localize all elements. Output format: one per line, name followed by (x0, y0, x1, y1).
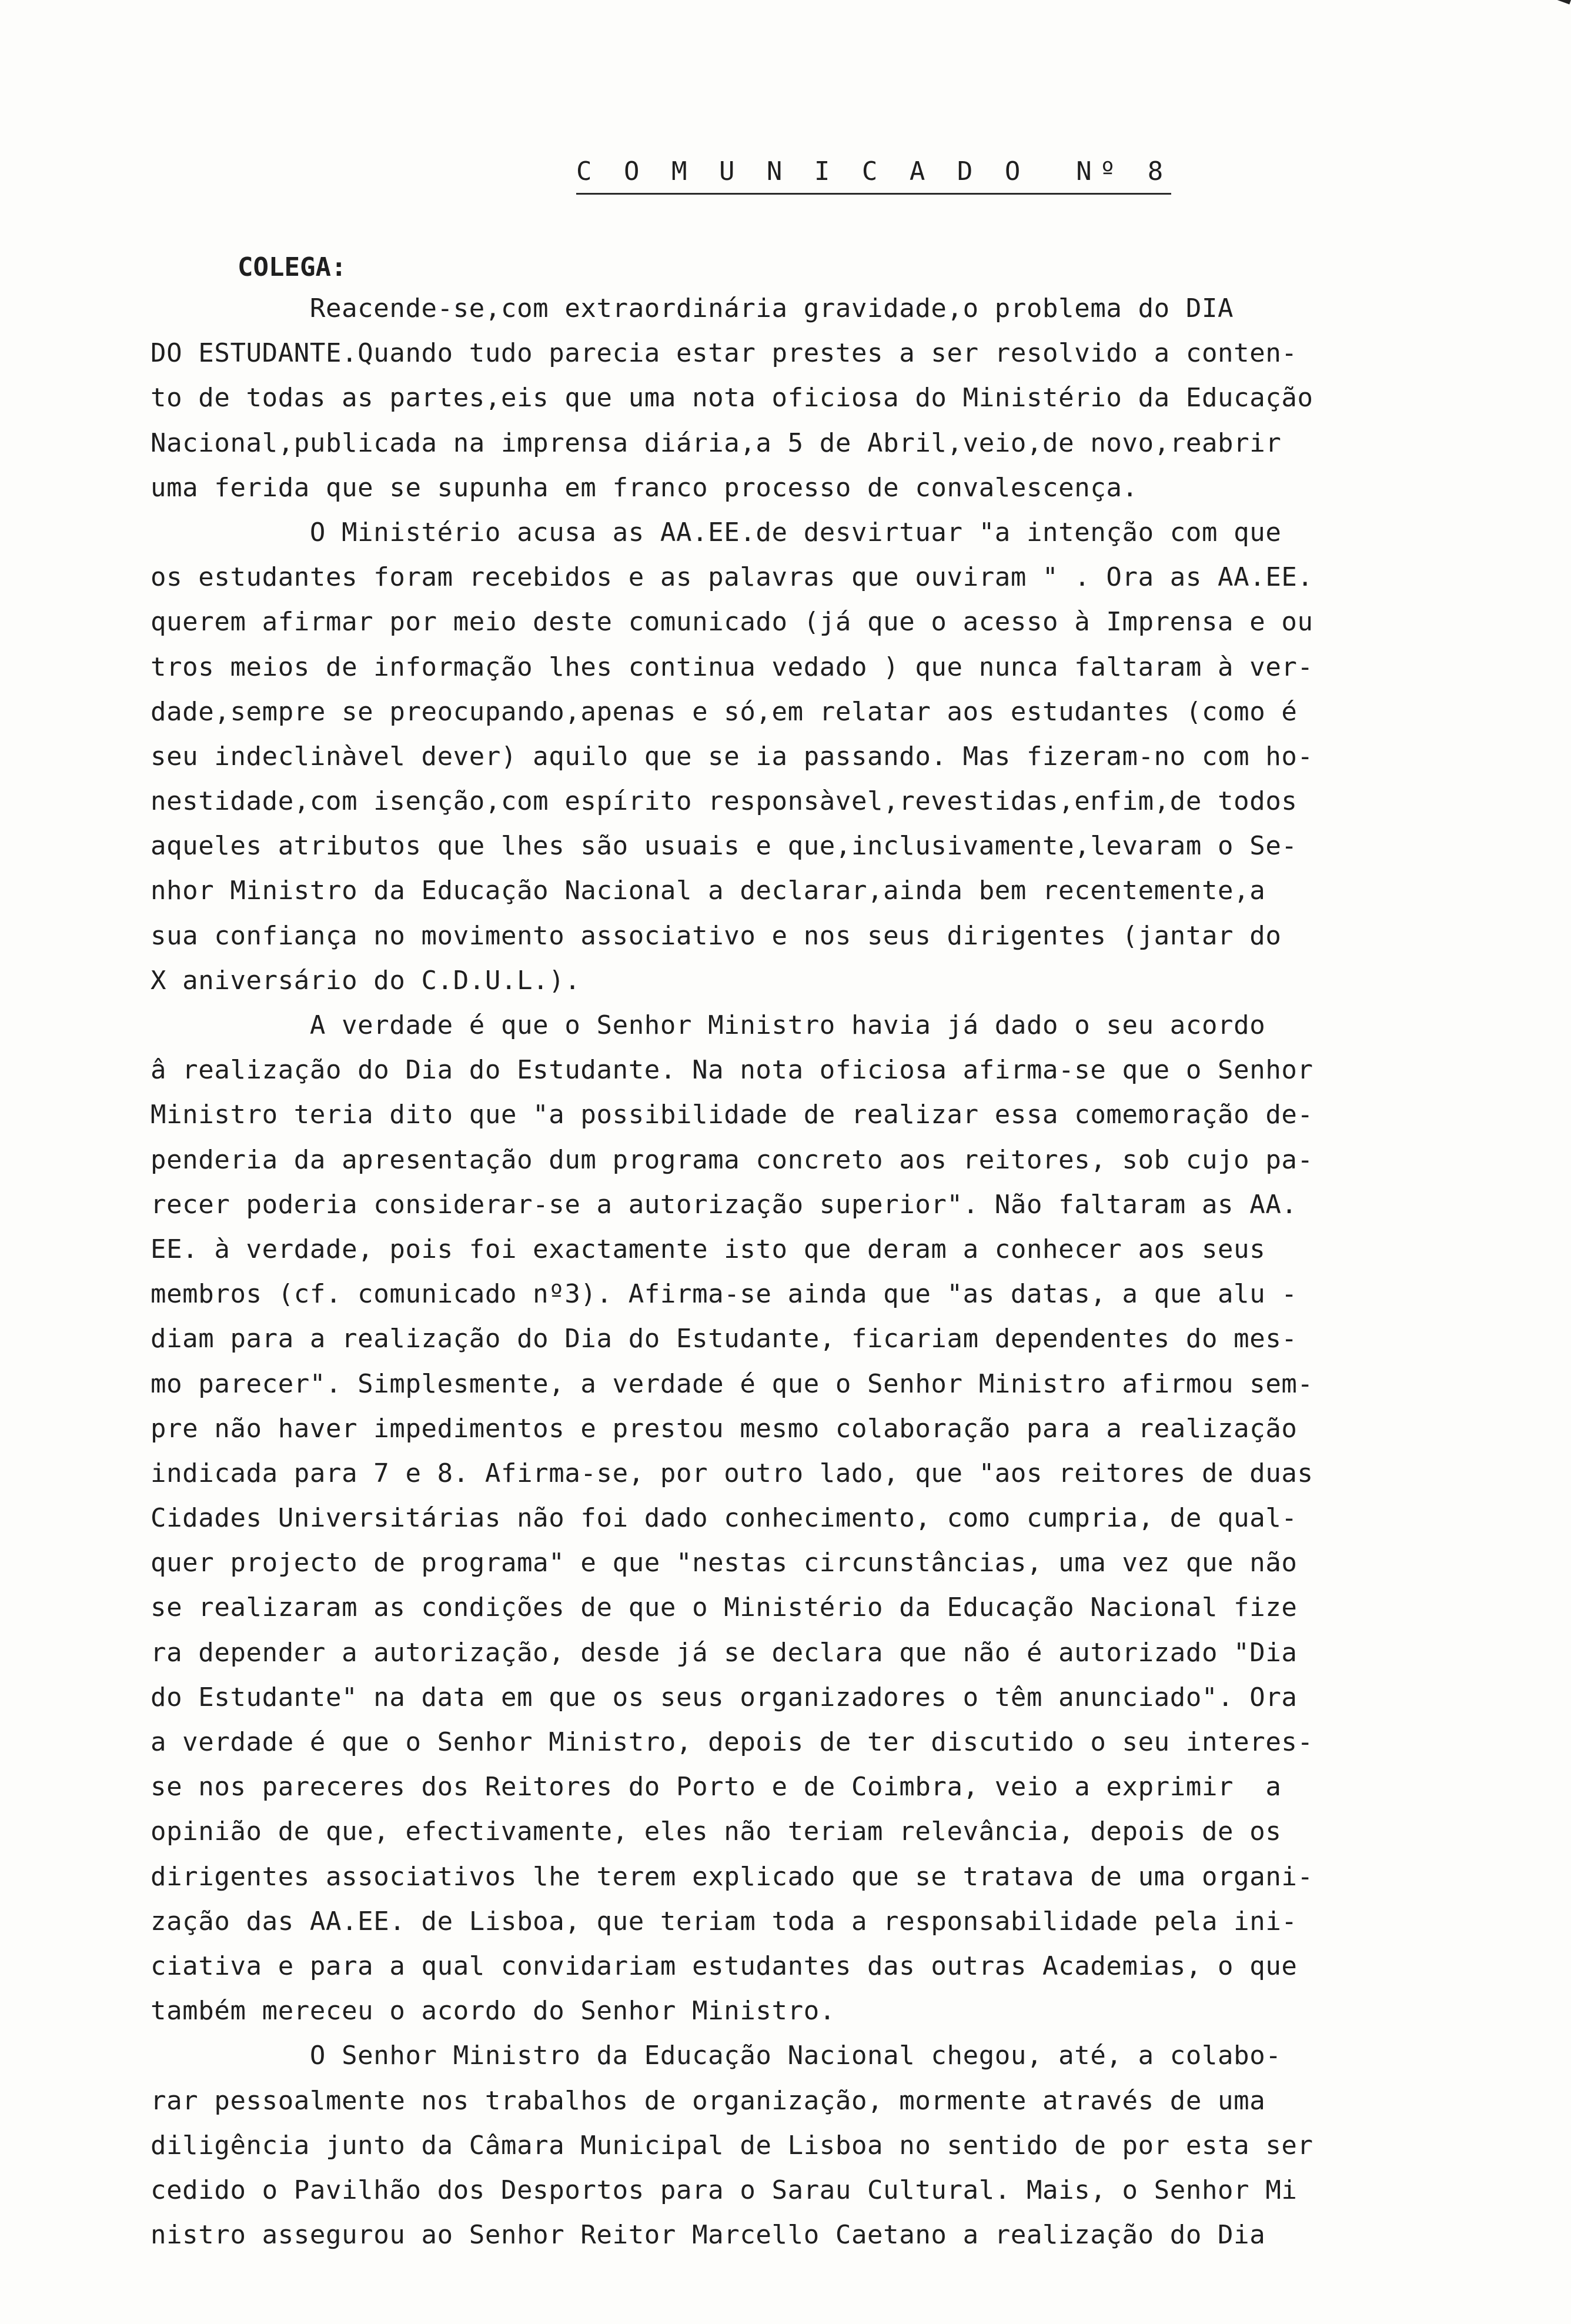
text-line: to de todas as partes,eis que uma nota oficiosa do Ministério da Educação (151, 383, 1313, 413)
text-line: dade,sempre se preocupando,apenas e só,em relatar aos estudantes (como é (151, 696, 1298, 727)
text-line: Reacende-se,com extraordinária gravidade,o problema do DIA (151, 293, 1234, 323)
text-line: Nacional,publicada na imprensa diária,a 5 de Abril,veio,de novo,reabrir (151, 428, 1282, 458)
text-line: do Estudante" na data em que os seus organizadores o têm anunciado". Ora (151, 1682, 1298, 1712)
text-line: Cidades Universitárias não foi dado conhecimento, como cumpria, de qual- (151, 1503, 1298, 1534)
text-line: A verdade é que o Senhor Ministro havia já dado o seu acordo (151, 1010, 1266, 1040)
text-line: nistro assegurou ao Senhor Reitor Marcello Caetano a realização do Dia (151, 2220, 1266, 2250)
text-line: querem afirmar por meio deste comunicado (já que o acesso à Imprensa e ou (151, 607, 1313, 637)
text-line: O Ministério acusa as AA.EE.de desvirtuar "a intenção com que (151, 517, 1282, 547)
text-line: se nos pareceres dos Reitores do Porto e de Coimbra, veio a exprimir a (151, 1772, 1282, 1802)
text-line: dirigentes associativos lhe terem explicado que se tratava de uma organi- (151, 1861, 1313, 1892)
text-line: quer projecto de programa" e que "nestas circunstâncias, uma vez que não (151, 1548, 1298, 1578)
text-line: ciativa e para a qual convidariam estudantes das outras Academias, o que (151, 1951, 1298, 1981)
text-line: pre não haver impedimentos e prestou mesmo colaboração para a realização (151, 1413, 1298, 1444)
text-line: os estudantes foram recebidos e as palavras que ouviram " . Ora as AA.EE. (151, 562, 1313, 593)
page-corner-mark (1553, 0, 1571, 5)
text-line: ra depender a autorização, desde já se declara que não é autorizado "Dia (151, 1637, 1298, 1668)
text-line: zação das AA.EE. de Lisboa, que teriam toda a responsabilidade pela ini- (151, 1906, 1298, 1936)
text-line: penderia da apresentação dum programa concreto aos reitores, sob cujo pa- (151, 1144, 1313, 1175)
text-line: sua confiança no movimento associativo e nos seus dirigentes (jantar do (151, 920, 1282, 951)
text-line: opinião de que, efectivamente, eles não teriam relevância, depois de os (151, 1817, 1282, 1847)
document-body (151, 286, 1503, 2258)
text-line: se realizaram as condições de que o Ministério da Educação Nacional fize (151, 1592, 1298, 1623)
text-line: também mereceu o acordo do Senhor Ministro. (151, 1996, 835, 2026)
text-line: EE. à verdade, pois foi exactamente isto que deram a conhecer aos seus (151, 1234, 1266, 1264)
text-line: X aniversário do C.D.U.L.). (151, 965, 581, 996)
text-line: diligência junto da Câmara Municipal de Lisboa no sentido de por esta ser (151, 2130, 1313, 2161)
text-line: DO ESTUDANTE.Quando tudo parecia estar prestes a ser resolvido a conten- (151, 338, 1298, 369)
text-line: a verdade é que o Senhor Ministro, depois de ter discutido o seu interes- (151, 1727, 1313, 1757)
salutation: COLEGA: (238, 252, 347, 282)
text-line: membros (cf. comunicado nº3). Afirma-se ainda que "as datas, a que alu - (151, 1279, 1298, 1310)
text-line: seu indeclinàvel dever) aquilo que se ia passando. Mas fizeram-no com ho- (151, 741, 1313, 772)
text-line: aqueles atributos que lhes são usuais e que,inclusivamente,levaram o Se- (151, 831, 1298, 862)
text-line: recer poderia considerar-se a autorização superior". Não faltaram as AA. (151, 1189, 1298, 1220)
text-line: uma ferida que se supunha em franco processo de convalescença. (151, 472, 1138, 503)
text-line: nhor Ministro da Educação Nacional a declarar,ainda bem recentemente,a (151, 876, 1266, 906)
document-title: C O M U N I C A D O Nº 8 (576, 154, 1171, 195)
text-line: tros meios de informação lhes continua vedado ) que nunca faltaram à ver- (151, 652, 1313, 682)
text-line: nestidade,com isenção,com espírito responsàvel,revestidas,enfim,de todos (151, 786, 1298, 817)
text-line: O Senhor Ministro da Educação Nacional chegou, até, a colabo- (151, 2041, 1282, 2071)
text-line: rar pessoalmente nos trabalhos de organização, mormente através de uma (151, 2085, 1266, 2116)
text-line: diam para a realização do Dia do Estudante, ficariam dependentes do mes- (151, 1324, 1298, 1354)
text-line: cedido o Pavilhão dos Desportos para o Sarau Cultural. Mais, o Senhor Mi (151, 2175, 1298, 2205)
text-line: Ministro teria dito que "a possibilidade de realizar essa comemoração de- (151, 1100, 1313, 1130)
text-line: indicada para 7 e 8. Afirma-se, por outro lado, que "aos reitores de duas (151, 1458, 1313, 1488)
text-line: â realização do Dia do Estudante. Na nota oficiosa afirma-se que o Senhor (151, 1055, 1313, 1086)
text-line: mo parecer". Simplesmente, a verdade é que o Senhor Ministro afirmou sem- (151, 1368, 1313, 1399)
